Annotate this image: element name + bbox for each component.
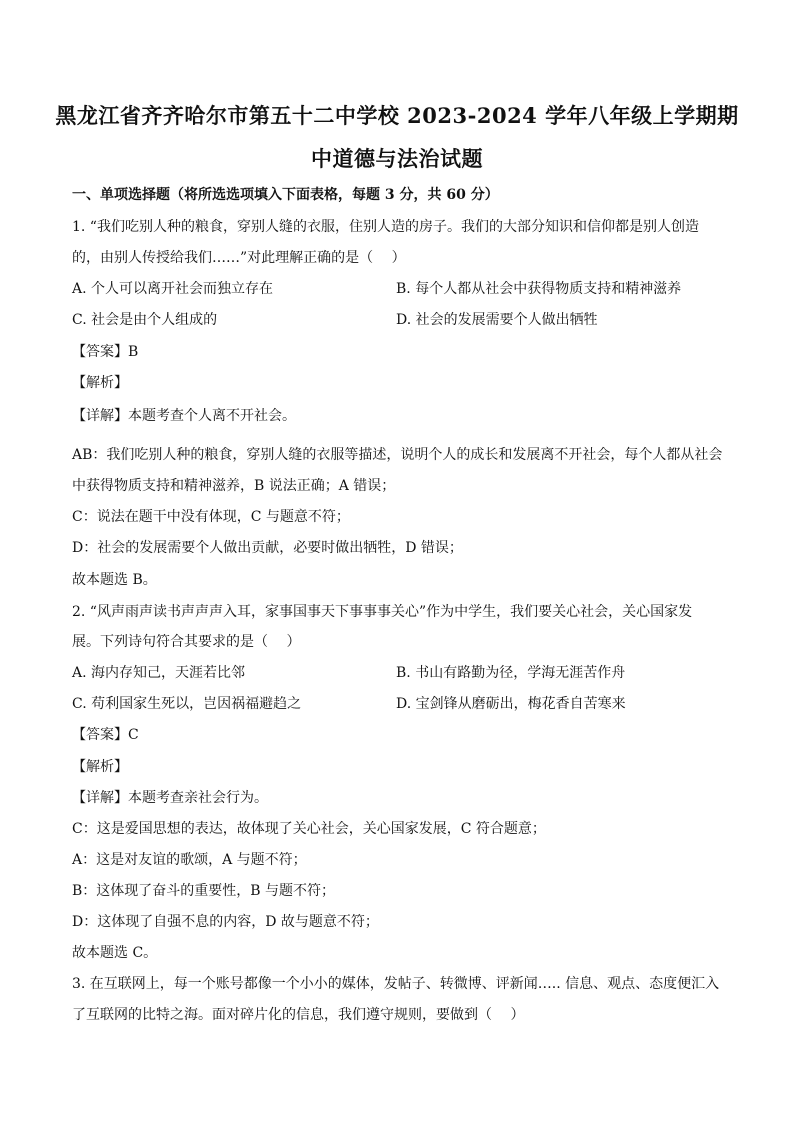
q3-stem-line2: 了互联网的比特之海。面对碎片化的信息，我们遵守规则，要做到（ ）: [72, 1007, 525, 1023]
q1-stem-line1: 1. “我们吃别人种的粮食，穿别人缝的衣服，住别人造的房子。我们的大部分知识和信仰都是别人创造: [72, 219, 699, 235]
q1-option-a: A. 个人可以离开社会而独立存在: [72, 281, 274, 297]
q2-explain-c: C：这是爱国思想的表达，故体现了关心社会，关心国家发展，C 符合题意；: [72, 821, 546, 837]
page-title-line1: 黑龙江省齐齐哈尔市第五十二中学校 2023-2024 学年八年级上学期期: [55, 103, 739, 128]
q1-conclusion: 故本题选 B。: [72, 572, 157, 588]
q1-option-c: C. 社会是由个人组成的: [72, 312, 218, 328]
q2-option-b: B. 书山有路勤为径，学海无涯苦作舟: [396, 665, 626, 681]
q2-option-d: D. 宝剑锋从磨砺出，梅花香自苦寒来: [396, 696, 626, 712]
q1-explain-c: C：说法在题干中没有体现，C 与题意不符；: [72, 509, 350, 525]
q1-answer: 【答案】B: [72, 344, 139, 360]
q2-stem-line2: 展。下列诗句符合其要求的是（ ）: [72, 634, 301, 650]
q1-explain-ab-line2: 中获得物质支持和精神滋养，B 说法正确；A 错误；: [72, 478, 396, 494]
q2-explain-d: D：这体现了自强不息的内容，D 故与题意不符；: [72, 914, 379, 930]
q1-stem-line2: 的，由别人传授给我们……”对此理解正确的是（ ）: [72, 250, 406, 266]
section-heading: 一、单项选择题（将所选选项填入下面表格，每题 3 分，共 60 分）: [72, 187, 499, 203]
q1-detail: 【详解】本题考查个人离不开社会。: [72, 408, 296, 424]
q1-explain-d: D：社会的发展需要个人做出贡献，必要时做出牺牲，D 错误；: [72, 540, 463, 556]
q2-detail: 【详解】本题考查亲社会行为。: [72, 790, 268, 806]
q1-option-b: B. 每个人都从社会中获得物质支持和精神滋养: [396, 281, 682, 297]
q2-option-a: A. 海内存知己，天涯若比邻: [72, 665, 246, 681]
q2-analysis-label: 【解析】: [72, 759, 128, 775]
q1-explain-ab-line1: AB：我们吃别人种的粮食，穿别人缝的衣服等描述，说明个人的成长和发展离不开社会，每个人都从社会: [72, 447, 723, 463]
q2-stem-line1: 2. “风声雨声读书声声声入耳，家事国事天下事事事关心”作为中学生，我们要关心社会，关心国家发: [72, 604, 693, 620]
q2-explain-b: B：这体现了奋斗的重要性，B 与题不符；: [72, 883, 336, 899]
q2-explain-a: A：这是对友谊的歌颂，A 与题不符；: [72, 852, 307, 868]
q1-analysis-label: 【解析】: [72, 375, 128, 391]
page-title-line2: 中道德与法治试题: [311, 146, 483, 171]
q3-stem-line1: 3. 在互联网上，每一个账号都像一个小小的媒体，发帖子、转微博、评新闻….. 信息、观点、态度便汇入: [72, 976, 720, 992]
q2-option-c: C. 苟利国家生死以，岂因祸福避趋之: [72, 696, 302, 712]
q1-option-d: D. 社会的发展需要个人做出牺牲: [396, 312, 598, 328]
q2-conclusion: 故本题选 C。: [72, 945, 158, 961]
q2-answer: 【答案】C: [72, 727, 139, 743]
